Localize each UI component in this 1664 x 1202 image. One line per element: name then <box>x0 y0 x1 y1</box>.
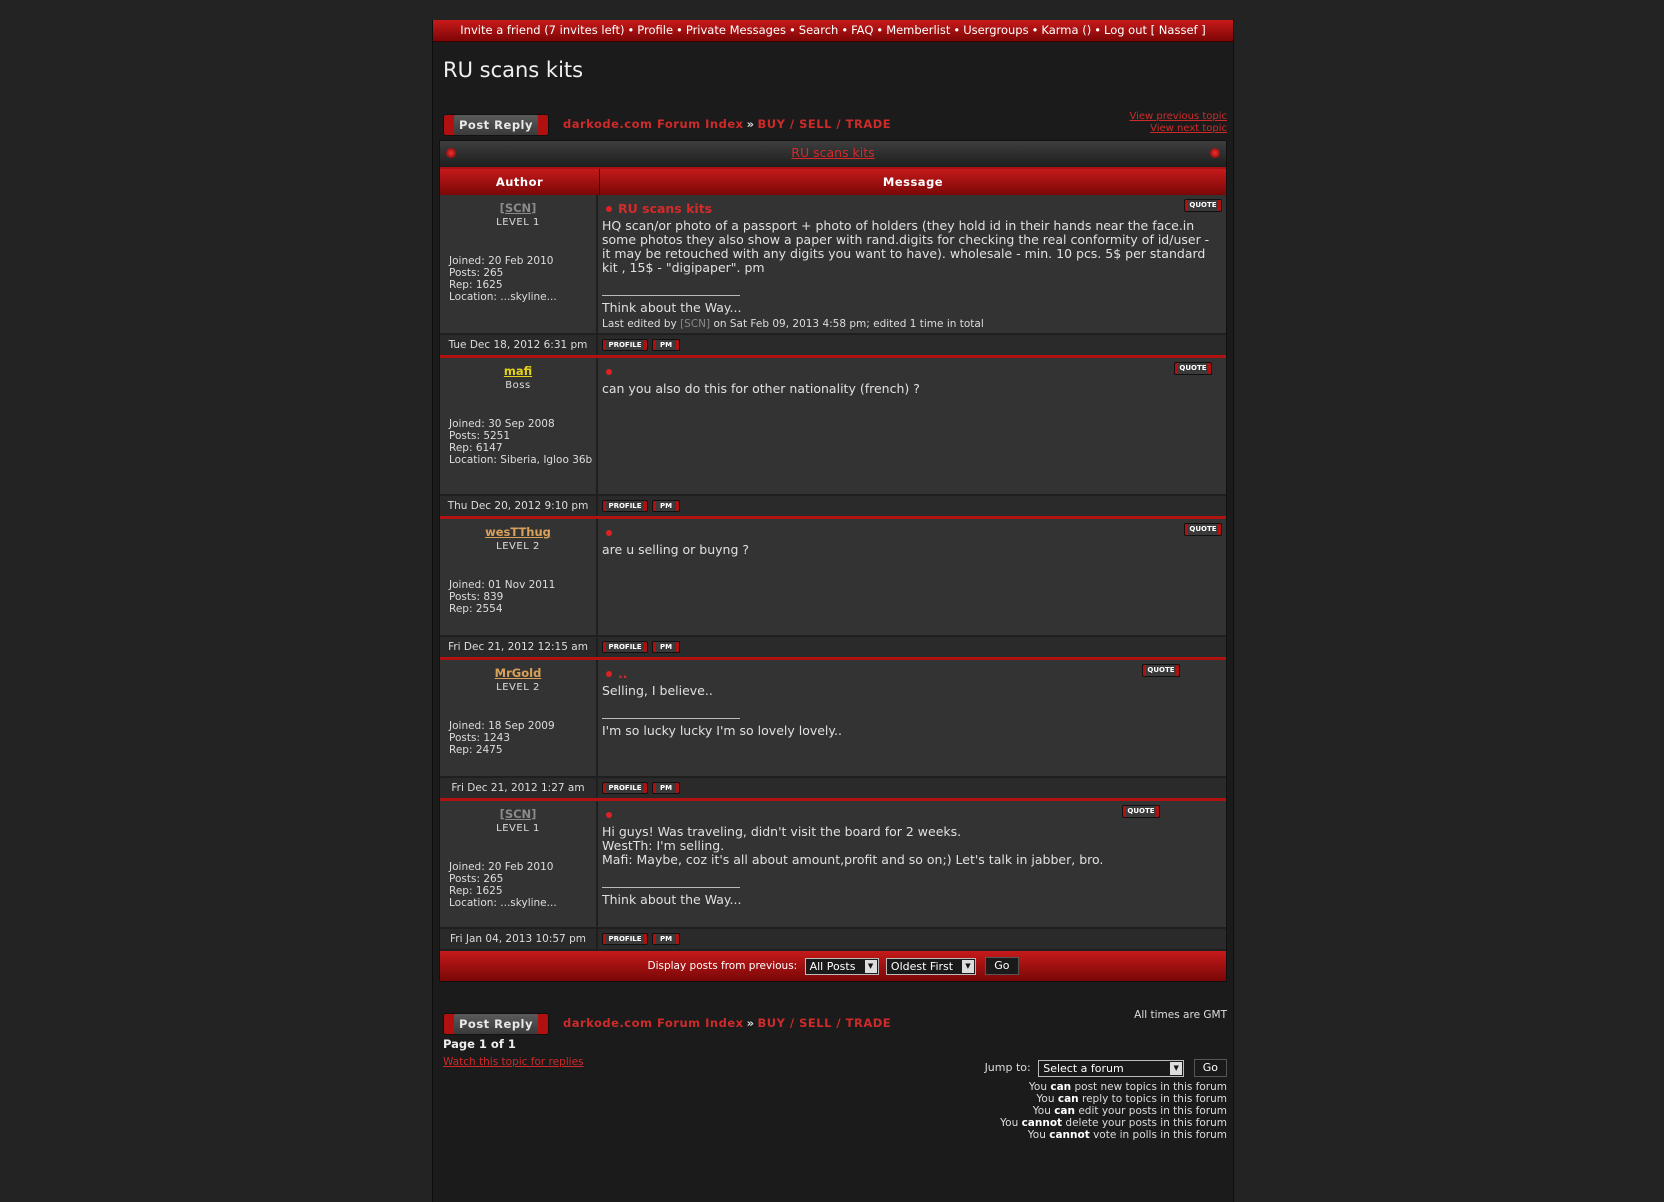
post-icon <box>606 671 612 677</box>
author-rank: LEVEL 1 <box>496 217 540 228</box>
post-body: HQ scan/or photo of a passport + photo of holders (they hold id in their hands near the face.in some photos they also show a paper with rand.digits for checking the real conformity of id/user - it may be retouched with any digits you want to have). wholesale - min. 10 pcs. 5$ per standard kit , 15$ - "digipaper". pm <box>602 218 1210 275</box>
permission-line <box>1000 1105 1227 1117</box>
post-subject <box>602 201 1216 217</box>
nav-link[interactable]: Private Messages <box>685 23 786 37</box>
nav-link[interactable]: FAQ <box>851 23 874 37</box>
author-info-line: Rep: 1625 <box>449 279 503 291</box>
jump-to-select[interactable] <box>1038 1060 1184 1077</box>
nav-link[interactable]: Memberlist <box>886 23 951 37</box>
permission-value: can <box>1057 1093 1079 1105</box>
jump-to-value: Select a forum <box>1043 1061 1124 1075</box>
author-info-line: Joined: 01 Nov 2011 <box>449 579 556 591</box>
signature: Think about the Way... <box>602 892 742 907</box>
jump-to-label: Jump to: <box>984 1061 1031 1074</box>
sort-order-select[interactable] <box>886 958 976 975</box>
post-row <box>440 660 1226 776</box>
pm-button[interactable]: PM <box>652 641 680 653</box>
timezone-note: All times are GMT <box>1134 1009 1227 1021</box>
post-message <box>598 801 1226 927</box>
post-date: Fri Jan 04, 2013 10:57 pm <box>440 929 598 949</box>
jump-to <box>985 1059 1227 1077</box>
author-info-line: Location: ...skyline... <box>449 291 557 303</box>
author-name-link[interactable]: [SCN] <box>499 807 537 821</box>
profile-button[interactable]: PROFILE <box>602 641 648 653</box>
nav-link[interactable]: Search <box>798 23 839 37</box>
author-info <box>449 255 557 303</box>
page-title: RU scans kits <box>443 58 584 82</box>
display-posts-label: Display posts from previous: <box>647 960 798 972</box>
pm-button[interactable]: PM <box>652 782 680 794</box>
post-date: Fri Dec 21, 2012 12:15 am <box>440 637 598 657</box>
quote-button[interactable]: QUOTE <box>1174 362 1212 375</box>
author-info-line: Rep: 1625 <box>449 885 503 897</box>
post-author <box>440 195 598 333</box>
breadcrumb <box>563 117 891 131</box>
quote-button[interactable]: QUOTE <box>1122 805 1160 818</box>
post <box>440 798 1226 949</box>
display-go-button[interactable]: Go <box>985 957 1018 975</box>
permission-value: can <box>1054 1105 1075 1117</box>
author-info-line: Joined: 20 Feb 2010 <box>449 861 554 873</box>
display-posts-value: All Posts <box>809 959 856 973</box>
post-date: Tue Dec 18, 2012 6:31 pm <box>440 335 598 355</box>
post-author <box>440 660 598 776</box>
view-previous-topic-link[interactable]: View previous topic <box>1129 111 1227 122</box>
author-info-line: Rep: 2554 <box>449 603 503 615</box>
author-rank: Boss <box>505 380 531 391</box>
post-row <box>440 358 1226 494</box>
nav-separator: • <box>627 23 635 37</box>
permission-prefix: You <box>1036 1093 1055 1105</box>
breadcrumb-forum[interactable]: BUY / SELL / TRADE <box>757 1016 892 1030</box>
post-subject <box>602 525 1216 541</box>
pm-button[interactable]: PM <box>652 500 680 512</box>
permission-prefix: You <box>1032 1105 1051 1117</box>
author-info-line: Joined: 18 Sep 2009 <box>449 720 555 732</box>
display-posts-select[interactable] <box>805 958 879 975</box>
author-name-link[interactable]: [SCN] <box>499 201 537 215</box>
author-info <box>449 861 557 909</box>
chevron-down-icon: ▼ <box>865 960 877 973</box>
forum-page <box>432 20 1234 1202</box>
breadcrumb-arrow-icon: » <box>746 117 755 131</box>
nav-separator: • <box>953 23 961 37</box>
permission-text: delete your posts in this forum <box>1065 1117 1227 1129</box>
author-info-line: Posts: 839 <box>449 591 504 603</box>
permission-text: edit your posts in this forum <box>1078 1105 1227 1117</box>
column-header-message: Message <box>882 175 944 189</box>
signature: Think about the Way... <box>602 300 742 315</box>
permission-text: vote in polls in this forum <box>1093 1129 1227 1141</box>
permission-value: cannot <box>1049 1129 1090 1141</box>
topic-navigation <box>1129 111 1227 135</box>
author-name-link[interactable]: wesTThug <box>485 525 551 539</box>
author-info-line: Rep: 2475 <box>449 744 503 756</box>
top-navigation <box>433 20 1233 42</box>
permission-line <box>1000 1129 1227 1141</box>
breadcrumb-forum-index[interactable]: darkode.com Forum Index <box>563 117 744 131</box>
post-row <box>440 801 1226 927</box>
post-footer <box>440 333 1226 355</box>
signature-divider <box>602 295 740 296</box>
post <box>440 355 1226 516</box>
nav-separator: • <box>876 23 884 37</box>
post-icon <box>606 812 612 818</box>
author-info-line: Posts: 265 <box>449 267 504 279</box>
page-number: Page 1 of 1 <box>443 1037 516 1051</box>
post-footer <box>440 635 1226 657</box>
permission-line <box>1000 1117 1227 1129</box>
author-info <box>449 418 592 466</box>
quote-button[interactable]: QUOTE <box>1184 523 1222 536</box>
post <box>440 516 1226 657</box>
author-info-line: Location: Siberia, Igloo 36b <box>449 454 593 466</box>
post-body: Selling, I believe.. <box>602 683 713 698</box>
permission-line <box>1000 1093 1227 1105</box>
permission-value: can <box>1050 1081 1072 1093</box>
author-rank: LEVEL 1 <box>496 823 540 834</box>
author-rank: LEVEL 2 <box>496 541 540 552</box>
author-rank: LEVEL 2 <box>496 682 540 693</box>
nav-separator: • <box>676 23 683 37</box>
profile-button[interactable]: PROFILE <box>602 500 648 512</box>
thread-title-link[interactable]: RU scans kits <box>791 145 875 160</box>
profile-button[interactable]: PROFILE <box>602 933 648 945</box>
breadcrumb-bottom <box>563 1016 891 1030</box>
thread-table <box>439 140 1227 982</box>
author-info-line: Posts: 265 <box>449 873 504 885</box>
post-footer <box>440 927 1226 949</box>
author-name-link[interactable]: mafi <box>503 364 533 378</box>
edit-note <box>602 318 984 330</box>
post-message <box>598 660 1226 776</box>
quote-button[interactable]: QUOTE <box>1142 664 1180 677</box>
post-message <box>598 519 1226 635</box>
post-footer <box>440 494 1226 516</box>
signature: I'm so lucky lucky I'm so lovely lovely.. <box>602 723 842 738</box>
post-subject-text: .. <box>618 666 628 681</box>
post-message <box>598 358 1226 494</box>
chevron-down-icon: ▼ <box>1170 1062 1182 1075</box>
post <box>440 657 1226 798</box>
nav-link[interactable]: Usergroups <box>963 23 1029 37</box>
author-info-line: Joined: 30 Sep 2008 <box>449 418 555 430</box>
author-info-line: Joined: 20 Feb 2010 <box>449 255 554 267</box>
view-next-topic-link[interactable]: View next topic <box>1150 123 1227 134</box>
author-name-link[interactable]: MrGold <box>494 666 542 680</box>
permission-prefix: You <box>1027 1129 1046 1141</box>
nav-link[interactable]: Karma () <box>1041 23 1092 37</box>
permission-text: post new topics in this forum <box>1074 1081 1227 1093</box>
post-icon <box>606 369 612 375</box>
thread-caption <box>440 141 1226 169</box>
caption-right-dot-icon <box>1210 148 1220 158</box>
edit-note-suffix: on Sat Feb 09, 2013 4:58 pm; edited 1 time in total <box>713 318 984 330</box>
permission-line <box>1000 1081 1227 1093</box>
post <box>440 195 1226 355</box>
author-info-line: Posts: 5251 <box>449 430 511 442</box>
post-body: can you also do this for other nationality (french) ? <box>602 381 920 396</box>
nav-separator: • <box>1094 23 1101 37</box>
chevron-down-icon: ▼ <box>962 960 974 973</box>
nav-separator: • <box>841 23 849 37</box>
post-date: Fri Dec 21, 2012 1:27 am <box>440 778 598 798</box>
post-message <box>598 195 1226 333</box>
breadcrumb-forum-index[interactable]: darkode.com Forum Index <box>563 1016 744 1030</box>
nav-link[interactable]: Profile <box>637 23 674 37</box>
nav-separator: • <box>1031 23 1039 37</box>
author-info-line: Posts: 1243 <box>449 732 511 744</box>
post-subject <box>602 666 1216 682</box>
post-row <box>440 195 1226 333</box>
edit-note-user[interactable]: [SCN] <box>680 318 711 330</box>
post-subject-text: RU scans kits <box>618 201 713 216</box>
post-row <box>440 519 1226 635</box>
post-author <box>440 801 598 927</box>
forum-permissions <box>1000 1081 1227 1141</box>
post-icon <box>606 206 612 212</box>
profile-button[interactable]: PROFILE <box>602 339 648 351</box>
author-info <box>449 579 555 615</box>
author-info <box>449 720 555 756</box>
top-nav-row <box>443 111 1227 136</box>
author-info-line: Location: ...skyline... <box>449 897 557 909</box>
jump-go-button[interactable]: Go <box>1194 1059 1227 1077</box>
nav-separator: • <box>789 23 796 37</box>
post-footer <box>440 776 1226 798</box>
nav-link[interactable]: Log out [ Nassef ] <box>1103 23 1206 37</box>
column-header-author: Author <box>440 169 600 195</box>
signature-divider <box>602 718 740 719</box>
post-actions <box>598 929 1226 949</box>
post-date: Thu Dec 20, 2012 9:10 pm <box>440 496 598 516</box>
breadcrumb-arrow-icon: » <box>746 1016 755 1030</box>
breadcrumb-forum[interactable]: BUY / SELL / TRADE <box>757 117 892 131</box>
profile-button[interactable]: PROFILE <box>602 782 648 794</box>
quote-button[interactable]: QUOTE <box>1184 199 1222 212</box>
post-author <box>440 519 598 635</box>
permission-value: cannot <box>1021 1117 1063 1129</box>
post-reply-button-bottom[interactable]: Post Reply <box>443 1013 549 1035</box>
nav-link[interactable]: Invite a friend (7 invites left) <box>460 23 625 37</box>
permission-prefix: You <box>1028 1081 1048 1093</box>
signature-divider <box>602 887 740 888</box>
permission-prefix: You <box>1000 1117 1019 1129</box>
table-header <box>440 169 1226 195</box>
post-actions <box>598 335 1226 355</box>
post-subject <box>602 364 1216 380</box>
edit-note-prefix: Last edited by <box>602 318 677 330</box>
post-body: Hi guys! Was traveling, didn't visit the board for 2 weeks. WestTh: I'm selling. Mafi: Maybe, coz it's all about amount,profit and so on;) Let's talk in jabber, bro. <box>602 824 1104 867</box>
post-icon <box>606 530 612 536</box>
author-info-line: Rep: 6147 <box>449 442 503 454</box>
post-actions <box>598 496 1226 516</box>
post-author <box>440 358 598 494</box>
pm-button[interactable]: PM <box>652 339 680 351</box>
caption-left-dot-icon <box>446 148 456 158</box>
pm-button[interactable]: PM <box>652 933 680 945</box>
post-actions <box>598 637 1226 657</box>
sort-order-value: Oldest First <box>890 959 954 973</box>
post-reply-button[interactable]: Post Reply <box>443 114 549 136</box>
post-list <box>440 195 1226 949</box>
post-actions <box>598 778 1226 798</box>
post-body: are u selling or buyng ? <box>602 542 750 557</box>
display-options-bar <box>440 949 1226 981</box>
watch-topic-link[interactable]: Watch this topic for replies <box>443 1056 584 1068</box>
permission-text: reply to topics in this forum <box>1082 1093 1227 1105</box>
